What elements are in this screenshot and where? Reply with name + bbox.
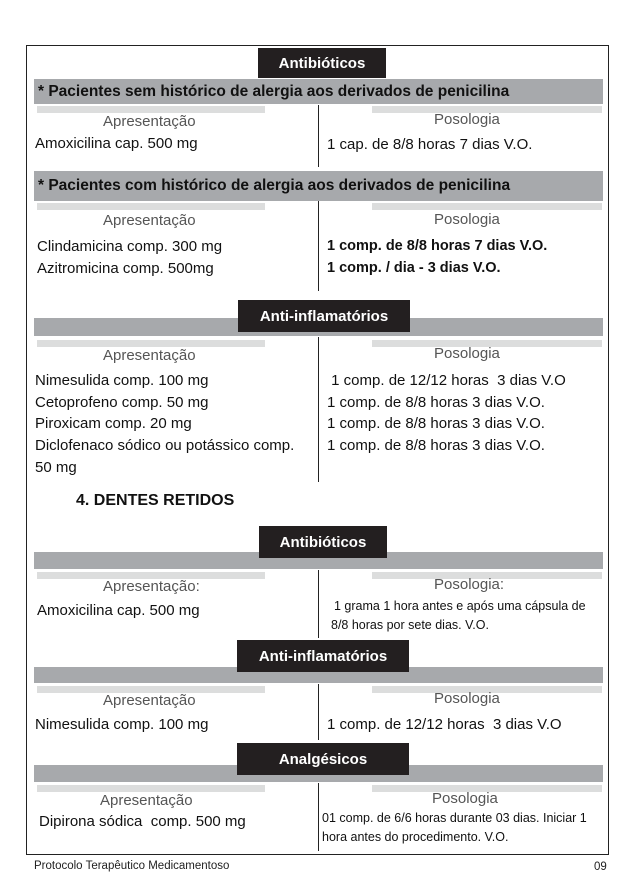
column-divider (318, 201, 319, 291)
col-header-posologia: Posologia (432, 790, 498, 807)
section-title-anti-inflamatorios: Anti-inflamatórios (238, 300, 410, 332)
section-title-anti-inflamatorios: Anti-inflamatórios (237, 640, 409, 672)
posologia-item: 1 comp. de 8/8 horas 3 dias V.O. (327, 437, 545, 454)
column-divider (318, 105, 319, 167)
col-header-posologia: Posologia (434, 345, 500, 362)
apresentacao-item: Piroxicam comp. 20 mg (35, 415, 192, 432)
apresentacao-item: Azitromicina comp. 500mg (37, 260, 214, 277)
posologia-item: 1 comp. de 8/8 horas 3 dias V.O. (327, 415, 545, 432)
posologia-item: 1 cap. de 8/8 horas 7 dias V.O. (327, 136, 533, 153)
posologia-item: 1 comp. de 12/12 horas 3 dias V.O (327, 372, 566, 389)
posologia-item: 8/8 horas por sete dias. V.O. (331, 618, 489, 632)
chapter-heading: 4. DENTES RETIDOS (76, 492, 235, 509)
col-header-apresentacao: Apresentação (103, 692, 196, 709)
col-header-apresentacao: Apresentação: (103, 578, 200, 595)
apresentacao-item: Clindamicina comp. 300 mg (37, 238, 223, 255)
posologia-item: hora antes do procedimento. V.O. (322, 830, 509, 844)
col-header-apresentacao: Apresentação (103, 212, 196, 229)
col-header-apresentacao: Apresentação (103, 113, 196, 130)
posologia-item: 1 comp. de 8/8 horas 3 dias V.O. (327, 394, 545, 411)
posologia-item: 1 comp. / dia - 3 dias V.O. (327, 260, 501, 276)
apresentacao-item: Amoxicilina cap. 500 mg (37, 602, 200, 619)
group-header-com-alergia: * Pacientes com histórico de alergia aos derivados de penicilina (34, 171, 603, 201)
section-title-antibioticos: Antibióticos (259, 526, 387, 558)
posologia-item: 1 comp. de 12/12 horas 3 dias V.O (327, 716, 562, 733)
posologia-item: 1 grama 1 hora antes e após uma cápsula de (334, 599, 586, 613)
column-divider (318, 783, 319, 851)
apresentacao-item: Dipirona sódica comp. 500 mg (39, 813, 246, 830)
apresentacao-item: Nimesulida comp. 100 mg (35, 716, 209, 733)
col-header-posologia: Posologia (434, 690, 500, 707)
posologia-item: 1 comp. de 8/8 horas 7 dias V.O. (327, 238, 548, 254)
section-title-antibioticos: Antibióticos (258, 48, 386, 78)
col-header-apresentacao: Apresentação (103, 347, 196, 364)
col-bar-left (37, 203, 265, 210)
column-divider (318, 337, 319, 482)
col-header-posologia: Posologia (434, 211, 500, 228)
apresentacao-item: 50 mg (35, 459, 77, 476)
section-title-analgesicos: Analgésicos (237, 743, 409, 775)
apresentacao-item: Nimesulida comp. 100 mg (35, 372, 209, 389)
footer-title: Protocolo Terapêutico Medicamentoso (34, 860, 230, 872)
page-number: 09 (594, 861, 607, 873)
group-header-sem-alergia: * Pacientes sem histórico de alergia aos derivados de penicilina (34, 79, 603, 104)
apresentacao-item: Diclofenaco sódico ou potássico comp. (35, 437, 295, 454)
apresentacao-item: Cetoprofeno comp. 50 mg (35, 394, 209, 411)
col-bar-left (37, 785, 265, 792)
col-bar-left (37, 340, 265, 347)
column-divider (318, 570, 319, 638)
column-divider (318, 684, 319, 740)
posologia-item: 01 comp. de 6/6 horas durante 03 dias. Iniciar 1 (322, 811, 587, 825)
col-header-posologia: Posologia: (434, 576, 505, 593)
col-header-posologia: Posologia (434, 111, 500, 128)
col-bar-left (37, 106, 265, 113)
col-header-apresentacao: Apresentação (100, 792, 193, 809)
apresentacao-item: Amoxicilina cap. 500 mg (35, 135, 198, 152)
col-bar-right (372, 203, 602, 210)
